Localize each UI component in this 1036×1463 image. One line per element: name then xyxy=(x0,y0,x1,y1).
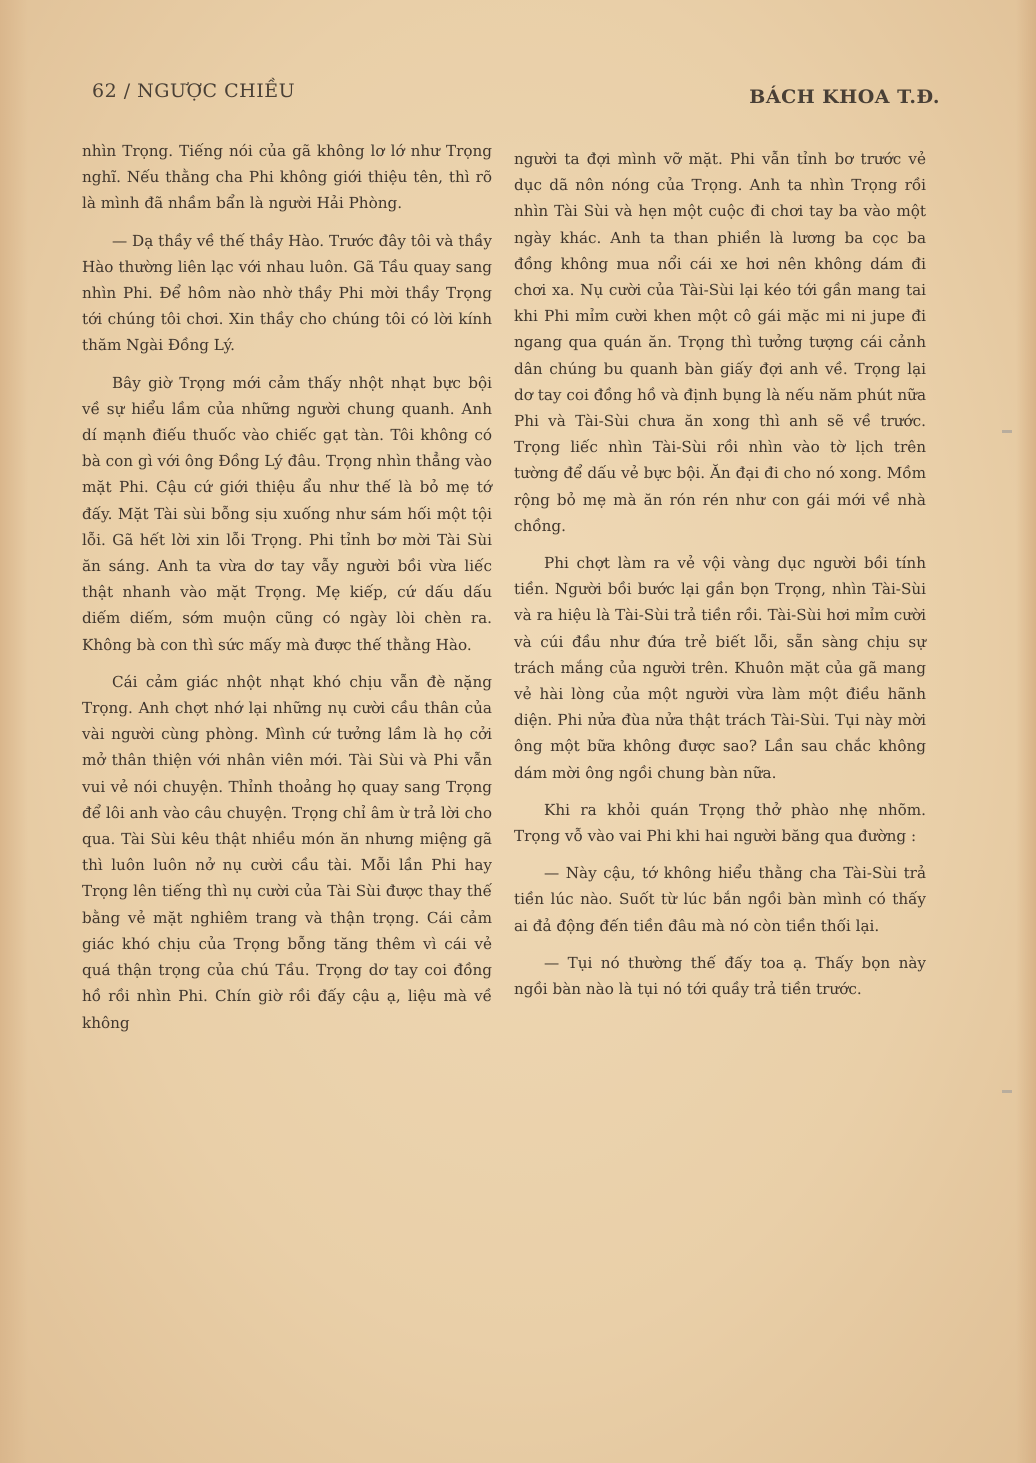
right-column xyxy=(514,146,926,1013)
paper-edge-right xyxy=(1016,0,1036,1463)
left-column xyxy=(82,138,492,1047)
margin-mark xyxy=(1002,1090,1012,1093)
paragraph: người ta đợi mình vỡ mặt. Phi vẫn tỉnh bơ trước vẻ dục dã nôn nóng của Trọng. Anh ta nhìn Trọng rồi nhìn Tài Sùi và hẹn một cuộc đi chơi tay ba vào một ngày khác. Anh ta than phiền là lương ba cọc ba đồng không mua nổi cái xe hơi nên không dám đi chơi xa. Nụ cười của Tài-Sùi lại kéo tới gần mang tai khi Phi mỉm cười khen một cô gái mặc mi ni jupe đi ngang qua quán ăn. Trọng thì tưởng tượng cái cảnh dân chúng bu quanh bàn giấy đợi anh về. Trọng lại dơ tay coi đồng hồ và định bụng là nếu năm phút nữa Phi và Tài-Sùi chưa ăn xong thì anh sẽ về trước. Trọng liếc nhìn Tài-Sùi rồi nhìn vào tờ lịch trên tường để dấu vẻ bực bội. Ăn đại đi cho nó xong. Mồm rộng bỏ mẹ mà ăn rón rén như con gái mới về nhà chồng. xyxy=(514,150,926,535)
paragraph: — Này cậu, tớ không hiểu thằng cha Tài-Sùi trả tiền lúc nào. Suốt từ lúc bắn ngồi bàn mình có thấy ai đả động đến tiền đâu mà nó còn tiền thối lại. xyxy=(514,864,926,935)
paragraph: nhìn Trọng. Tiếng nói của gã không lơ lớ như Trọng nghĩ. Nếu thằng cha Phi không giới thiệu tên, thì rõ là mình đã nhầm bẩn là người Hải Phòng. xyxy=(82,142,492,213)
paragraph: Phi chợt làm ra vẻ vội vàng dục người bồi tính tiền. Người bồi bước lại gần bọn Trọng, nhìn Tài-Sùi và ra hiệu là Tài-Sùi trả tiền rồi. Tài-Sùi hơi mỉm cười và cúi đầu như đứa trẻ biết lỗi, sẵn sàng chịu sự trách mắng của người trên. Khuôn mặt của gã mang vẻ hài lòng của một người vừa làm một điều hãnh diện. Phi nửa đùa nửa thật trách Tài-Sùi. Tụi này mời ông một bữa không được sao? Lần sau chắc không dám mời ông ngồi chung bàn nữa. xyxy=(514,554,926,782)
paragraph: — Dạ thầy về thế thầy Hào. Trước đây tôi và thầy Hào thường liên lạc với nhau luôn. Gã Tầu quay sang nhìn Phi. Để hôm nào nhờ thầy Phi mời thầy Trọng tới chúng tôi chơi. Xin thầy cho chúng tôi có lời kính thăm Ngài Đồng Lý. xyxy=(82,231,492,355)
paragraph: — Tụi nó thường thế đấy toa ạ. Thấy bọn này ngồi bàn nào là tụi nó tới quầy trả tiền trước. xyxy=(514,953,926,999)
running-header xyxy=(92,80,940,112)
section-title: BÁCH KHOA T.Đ. xyxy=(749,86,940,108)
paragraph: Khi ra khỏi quán Trọng thở phào nhẹ nhõm. Trọng vỗ vào vai Phi khi hai người băng qua đường : xyxy=(514,800,926,846)
margin-mark xyxy=(1002,430,1012,433)
paragraph: Bây giờ Trọng mới cảm thấy nhột nhạt bực bội về sự hiểu lầm của những người chung quanh. Anh dí mạnh điếu thuốc vào chiếc gạt tàn. Tôi không có bà con gì với ông Đồng Lý đâu. Trọng nhìn thẳng vào mặt Phi. Cậu cứ giới thiệu ẩu như thế là bỏ mẹ tớ đấy. Mặt Tài sùi bỗng sịu xuống như sám hối một tội lỗi. Gã hết lời xin lỗi Trọng. Phi tỉnh bơ mời Tài Sùi ăn sáng. Anh ta vừa dơ tay vẫy người bồi vừa liếc thật nhanh vào mặt Trọng. Mẹ kiếp, cứ dấu dấu diếm diếm, sớm muộn cũng có ngày lòi chèn ra. Không bà con thì sức mấy mà được thế thằng Hào. xyxy=(82,373,492,654)
paper-edge-left xyxy=(0,0,28,1463)
page-folio: 62 / NGƯỢC CHIỀU xyxy=(92,80,296,102)
paragraph: Cái cảm giác nhột nhạt khó chịu vẫn đè nặng Trọng. Anh chợt nhớ lại những nụ cười cầu thân của vài người cùng phòng. Mình cứ tưởng lầm là họ cởi mở thân thiện với nhân viên mới. Tài Sùi và Phi vẫn vui vẻ nói chuyện. Thỉnh thoảng họ quay sang Trọng để lôi anh vào câu chuyện. Trọng chỉ âm ừ trả lời cho qua. Tài Sùi kêu thật nhiều món ăn nhưng miệng gã thì luôn luôn nở nụ cười cầu tài. Mỗi lần Phi hay Trọng lên tiếng thì nụ cười của Tài Sùi được thay thế bằng vẻ mặt nghiêm trang và thận trọng. Cái cảm giác khó chịu của Trọng bỗng tăng thêm vì cái vẻ quá thận trọng của chú Tầu. Trọng dơ tay coi đồng hồ rồi nhìn Phi. Chín giờ rồi đấy cậu ạ, liệu mà về không xyxy=(82,672,492,1032)
